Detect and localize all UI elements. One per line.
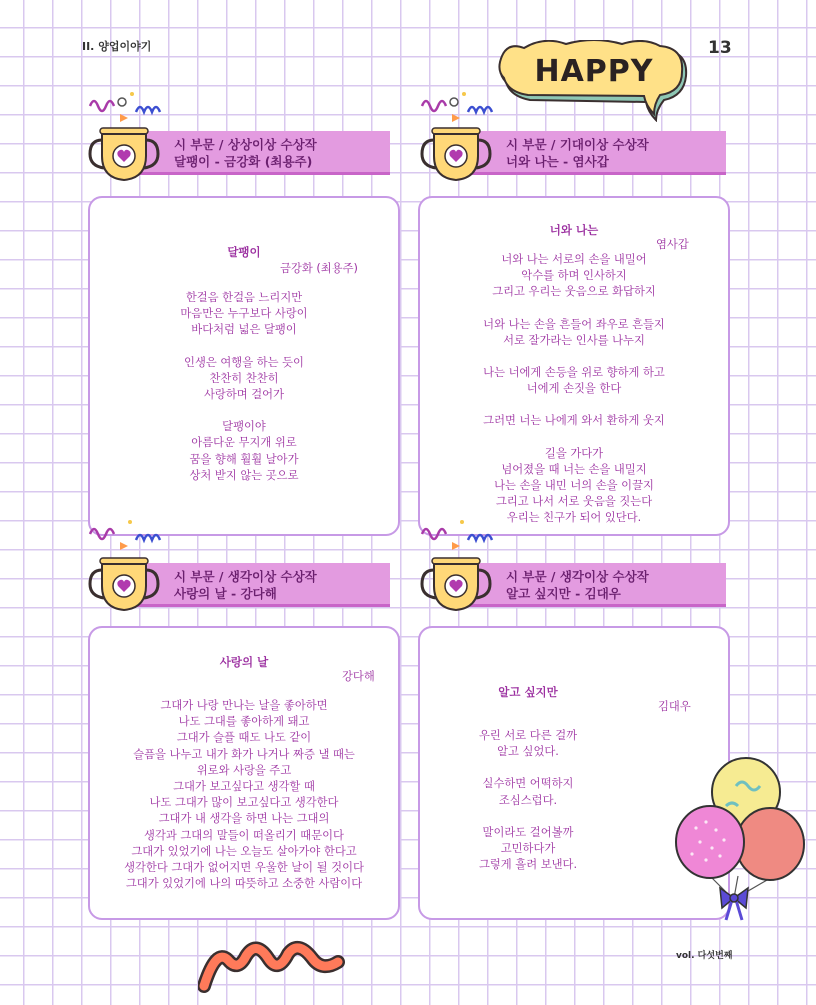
poem-line: 그대가 보고싶다고 생각할 때 <box>173 780 315 794</box>
decor-squiggles <box>86 90 176 126</box>
poem-line: 한걸음 한걸음 느리지만 <box>185 291 303 304</box>
poem-card <box>88 626 400 920</box>
poem-stanza <box>90 698 398 892</box>
page-number: 13 <box>708 38 732 58</box>
banner-title-author: 너와 나는 - 염사갑 <box>506 154 609 169</box>
poem-line: 알고 싶었다. <box>497 745 559 759</box>
poem-line: 너와 나는 손을 흔들어 좌우로 흔들지 <box>483 317 665 331</box>
award-banner <box>128 563 390 607</box>
poem-line: 고민하다가 <box>500 842 556 856</box>
poem-line: 그대가 있었기에 나는 오늘도 살아가야 한다고 <box>131 844 357 858</box>
poem-author: 염사갑 <box>656 238 689 251</box>
poem-stanza <box>90 290 398 339</box>
poem-author: 김대우 <box>658 700 691 713</box>
poem-line: 생각과 그대의 말들이 떠올리기 때문이다 <box>144 828 344 842</box>
poem-line: 너와 나는 서로의 손을 내밀어 <box>501 253 647 266</box>
banner-category: 시 부문 / 상상이상 수상작 <box>174 137 317 152</box>
banner-title-author: 사랑의 날 - 강다해 <box>174 586 277 601</box>
poem-line: 찬찬히 찬찬히 <box>209 371 279 385</box>
poem-line: 꿈을 향해 훨훨 날아가 <box>189 452 299 466</box>
poem-line: 바다처럼 넓은 달팽이 <box>191 323 297 337</box>
poem-line: 그대가 내 생각을 하면 나는 그대의 <box>158 812 330 826</box>
banner-category: 시 부문 / 기대이상 수상작 <box>506 137 649 152</box>
trophy-icon <box>86 556 162 618</box>
poem-line: 서로 잘가라는 인사를 나누지 <box>503 333 645 347</box>
poem-line: 그러면 너는 나에게 와서 환하게 웃지 <box>483 414 665 428</box>
poem-line: 너에게 손짓을 한다 <box>526 382 622 396</box>
poem-line: 달팽이야 <box>222 420 266 434</box>
poem-body <box>420 252 728 543</box>
poem-line: 생각한다 그대가 없어지면 우울한 날이 될 것이다 <box>124 861 364 875</box>
balloons-illustration <box>670 756 810 926</box>
happy-badge <box>496 40 692 122</box>
poem-line: 아름다운 무지개 위로 <box>191 436 297 450</box>
poem-card <box>418 196 730 536</box>
decor-squiggles <box>418 90 508 126</box>
banner-category: 시 부문 / 생각이상 수상작 <box>506 569 649 584</box>
poem-stanza <box>90 419 398 484</box>
poem-line: 넘어졌을 때 너는 손을 내밀지 <box>501 462 647 476</box>
poem-author: 강다해 <box>342 670 375 683</box>
poem-stanza <box>420 776 636 808</box>
award-banner <box>460 131 726 175</box>
poem-line: 그대가 있었기에 나의 따뜻하고 소중한 사람이다 <box>125 877 363 891</box>
section-label: II. 양업이야기 <box>82 40 152 53</box>
trophy-icon <box>418 556 494 618</box>
poem-title: 달팽이 <box>227 245 261 259</box>
poem-line: 사랑하며 걸어가 <box>204 388 284 402</box>
poem-line: 악수를 하며 인사하지 <box>521 269 627 283</box>
poem-stanza <box>420 252 728 301</box>
banner-title-author: 달팽이 - 금강화 (최용주) <box>174 154 313 169</box>
poem-stanza <box>420 446 728 527</box>
poem-title: 너와 나는 <box>549 223 599 237</box>
poem-stanza <box>90 355 398 404</box>
poem-line: 나는 너에게 손등을 위로 향하게 하고 <box>483 366 665 380</box>
poem-line: 마음만은 누구보다 사랑이 <box>180 307 308 321</box>
decor-squiggles <box>86 518 176 554</box>
poem-line: 그대가 슬플 때도 나도 같이 <box>176 731 312 745</box>
poem-title: 알고 싶지만 <box>498 685 558 699</box>
poem-line: 그대가 나랑 만나는 날을 좋아하면 <box>160 699 328 712</box>
poem-line: 말이라도 걸어볼까 <box>482 825 574 839</box>
poem-stanza <box>420 317 728 349</box>
banner-category: 시 부문 / 생각이상 수상작 <box>174 569 317 584</box>
poem-body <box>90 698 398 908</box>
poem-line: 우린 서로 다른 걸까 <box>478 729 578 742</box>
poem-body <box>90 290 398 500</box>
poem-line: 그리고 나서 서로 웃음을 짓는다 <box>495 495 653 509</box>
poem-line: 우리는 친구가 되어 있단다. <box>506 511 642 525</box>
zigzag-decoration <box>198 934 348 994</box>
poem-line: 위로와 사랑을 주고 <box>196 763 292 777</box>
poem-author: 금강화 (최용주) <box>280 262 358 275</box>
poem-line: 그리고 우리는 웃음으로 화답하지 <box>492 285 656 299</box>
poem-stanza <box>420 365 728 397</box>
poem-line: 상처 받지 않는 곳으로 <box>189 468 299 482</box>
poem-stanza <box>420 728 636 760</box>
poem-line: 나는 손을 내민 너의 손을 이끌지 <box>494 479 654 493</box>
happy-text: HAPPY <box>534 53 654 89</box>
poem-line: 길을 가다가 <box>544 446 604 460</box>
poem-stanza <box>420 413 728 429</box>
trophy-icon <box>86 126 162 188</box>
poem-line: 나도 그대를 좋아하게 돼고 <box>178 715 310 729</box>
award-banner <box>460 563 726 607</box>
poem-card <box>88 196 400 536</box>
poem-line: 슬픔을 나누고 내가 화가 나거나 짜증 낼 때는 <box>133 747 355 761</box>
banner-title-author: 알고 싶지만 - 김대우 <box>506 586 621 601</box>
poem-stanza <box>420 825 636 874</box>
trophy-icon <box>418 126 494 188</box>
poem-line: 그렇게 흘려 보낸다. <box>478 858 578 872</box>
poem-line: 나도 그대가 많이 보고싶다고 생각한다 <box>149 796 339 810</box>
decor-squiggles <box>418 518 508 554</box>
poem-title: 사랑의 날 <box>219 655 269 669</box>
poem-line: 조심스럽다. <box>498 793 558 807</box>
award-banner <box>128 131 390 175</box>
poem-line: 실수하면 어떡하지 <box>482 777 574 791</box>
poem-body <box>420 728 636 889</box>
poem-line: 인생은 여행을 하는 듯이 <box>184 355 304 369</box>
footer-volume: vol. 다섯번째 <box>676 951 733 961</box>
